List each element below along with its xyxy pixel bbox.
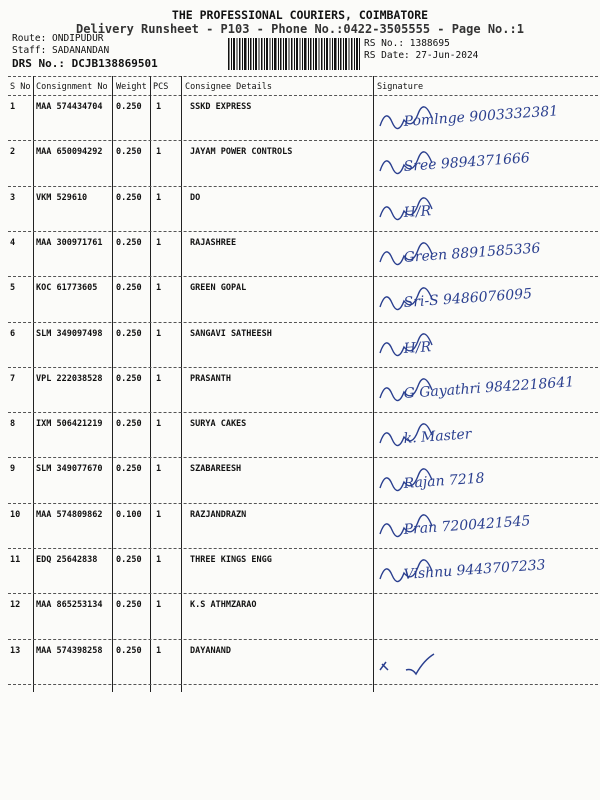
cell-sno: 4 — [10, 237, 16, 248]
cell-sno: 3 — [10, 192, 16, 203]
cell-weight: 0.250 — [116, 102, 142, 112]
cell-weight: 0.250 — [116, 192, 142, 203]
cell-consignee: SSKD EXPRESS — [190, 102, 252, 112]
cell-sno: 12 — [10, 600, 21, 611]
cell-consignment-no: VPL 222038528 — [36, 373, 103, 384]
col-header-signature: Signature — [377, 82, 424, 92]
handwritten-signature — [376, 327, 586, 367]
col-header-consignment: Consignment No — [36, 82, 108, 92]
row-divider — [8, 186, 598, 187]
cell-pcs: 1 — [156, 283, 162, 294]
cell-weight: 0.250 — [116, 328, 142, 339]
cell-consignment-no: MAA 650094292 — [36, 147, 103, 158]
cell-consignee: K.S ATHMZARAO — [190, 600, 257, 611]
cell-weight: 0.250 — [116, 464, 142, 475]
handwritten-signature — [376, 553, 586, 593]
signature-text: Rajan 7218 — [403, 470, 486, 493]
cell-sno: 8 — [10, 419, 16, 430]
rs-number: RS No.: 1388695 — [364, 38, 450, 49]
cell-sno: 2 — [10, 147, 16, 158]
column-divider — [373, 76, 374, 692]
cell-weight: 0.250 — [116, 419, 142, 430]
cell-pcs: 1 — [156, 600, 162, 611]
column-divider — [150, 76, 151, 692]
handwritten-signature — [376, 145, 586, 185]
cell-consignment-no: EDQ 25642838 — [36, 555, 98, 565]
signature-text: Sree 9894371666 — [403, 150, 531, 176]
cell-consignment-no: SLM 349077670 — [36, 464, 103, 475]
signature-text: Pran 7200421545 — [403, 512, 531, 538]
col-header-weight: Weight — [116, 82, 147, 92]
cell-consignee: JAYAM POWER CONTROLS — [190, 147, 293, 158]
row-divider — [8, 231, 598, 232]
page-title: THE PROFESSIONAL COURIERS, COIMBATORE — [171, 8, 429, 22]
cell-pcs: 1 — [156, 192, 162, 203]
handwritten-signature — [376, 462, 586, 502]
row-divider — [8, 412, 598, 413]
cell-sno: 13 — [10, 645, 21, 656]
rs-date: RS Date: 27-Jun-2024 — [364, 50, 479, 61]
column-divider — [112, 76, 113, 692]
handwritten-signature — [376, 191, 586, 231]
column-divider — [181, 76, 182, 692]
cell-consignee: RAZJANDRAZN — [190, 509, 247, 520]
cell-consignment-no: MAA 574398258 — [36, 645, 103, 656]
cell-consignment-no: MAA 300971761 — [36, 237, 103, 248]
cell-weight: 0.250 — [116, 283, 142, 294]
cell-pcs: 1 — [156, 555, 162, 565]
cell-weight: 0.250 — [116, 373, 142, 384]
cell-pcs: 1 — [156, 102, 162, 112]
cell-weight: 0.250 — [116, 600, 142, 611]
signature-text: Green 8891585336 — [403, 240, 541, 266]
drs-number: DRS No.: DCJB138869501 — [12, 57, 158, 70]
signature-text: G Gayathri 9842218641 — [403, 373, 575, 402]
handwritten-signature — [376, 508, 586, 548]
cell-consignee: GREEN GOPAL — [190, 283, 247, 294]
cell-sno: 9 — [10, 464, 16, 475]
row-divider — [8, 684, 598, 685]
cell-consignment-no: KOC 61773605 — [36, 283, 98, 294]
cell-sno: 10 — [10, 509, 21, 520]
handwritten-signature — [376, 281, 586, 321]
column-divider — [33, 76, 34, 692]
row-divider — [8, 548, 598, 549]
check-mark-icon — [376, 644, 586, 684]
signature-text: H/R — [403, 202, 432, 221]
handwritten-signature — [376, 417, 586, 457]
cell-consignment-no: IXM 506421219 — [36, 419, 103, 430]
cell-weight: 0.250 — [116, 645, 142, 656]
cell-pcs: 1 — [156, 328, 162, 339]
cell-consignee: THREE KINGS ENGG — [190, 555, 272, 565]
cell-consignment-no: MAA 574434704 — [36, 102, 103, 112]
col-header-sno: S No — [10, 82, 31, 92]
cell-pcs: 1 — [156, 147, 162, 158]
cell-weight: 0.250 — [116, 555, 142, 565]
cell-sno: 5 — [10, 283, 16, 294]
cell-consignee: PRASANTH — [190, 373, 231, 384]
cell-consignee: SURYA CAKES — [190, 419, 247, 430]
table-top-rule — [8, 76, 598, 77]
cell-consignee: SANGAVI SATHEESH — [190, 328, 272, 339]
cell-weight: 0.250 — [116, 147, 142, 158]
cell-consignment-no: MAA 865253134 — [36, 600, 103, 611]
staff-label: Staff: SADANANDAN — [12, 45, 110, 56]
handwritten-signature — [376, 236, 586, 276]
handwritten-signature — [376, 100, 586, 140]
cell-pcs: 1 — [156, 645, 162, 656]
cell-pcs: 1 — [156, 509, 162, 520]
barcode — [228, 38, 360, 70]
handwritten-signature — [376, 372, 586, 412]
col-header-consignee: Consignee Details — [185, 82, 272, 92]
signature-text: Sri-S 9486076095 — [403, 286, 533, 312]
cell-consignment-no: VKM 529610 — [36, 192, 88, 203]
cell-consignee: DAYANAND — [190, 645, 231, 656]
cell-consignee: SZABAREESH — [190, 464, 242, 475]
cell-pcs: 1 — [156, 373, 162, 384]
col-header-pcs: PCS — [153, 82, 169, 92]
signature-text: H/R — [403, 338, 432, 357]
row-divider — [8, 322, 598, 323]
signature-text: Vishnu 9443707233 — [403, 557, 547, 583]
header-bottom-rule — [8, 95, 598, 96]
row-divider — [8, 276, 598, 277]
cell-pcs: 1 — [156, 419, 162, 430]
cell-sno: 7 — [10, 373, 16, 384]
row-divider — [8, 457, 598, 458]
cell-sno: 1 — [10, 102, 16, 112]
signature-text: k. Master — [403, 426, 472, 448]
cell-weight: 0.250 — [116, 237, 142, 248]
row-divider — [8, 593, 598, 594]
cell-pcs: 1 — [156, 464, 162, 475]
cell-sno: 6 — [10, 328, 16, 339]
row-divider — [8, 503, 598, 504]
cell-consignee: DO — [190, 192, 201, 203]
cell-pcs: 1 — [156, 237, 162, 248]
signature-text: Pomlnge 9003332381 — [403, 103, 559, 130]
cell-consignee: RAJASHREE — [190, 237, 237, 248]
row-divider — [8, 639, 598, 640]
cell-consignment-no: SLM 349097498 — [36, 328, 103, 339]
runsheet-subtitle: Delivery Runsheet - P103 - Phone No.:0422-3505555 - Page No.:1 — [76, 22, 524, 36]
route-label: Route: ONDIPUDUR — [12, 33, 104, 44]
cell-sno: 11 — [10, 555, 21, 565]
cell-weight: 0.100 — [116, 509, 142, 520]
row-divider — [8, 140, 598, 141]
cell-consignment-no: MAA 574809862 — [36, 509, 103, 520]
